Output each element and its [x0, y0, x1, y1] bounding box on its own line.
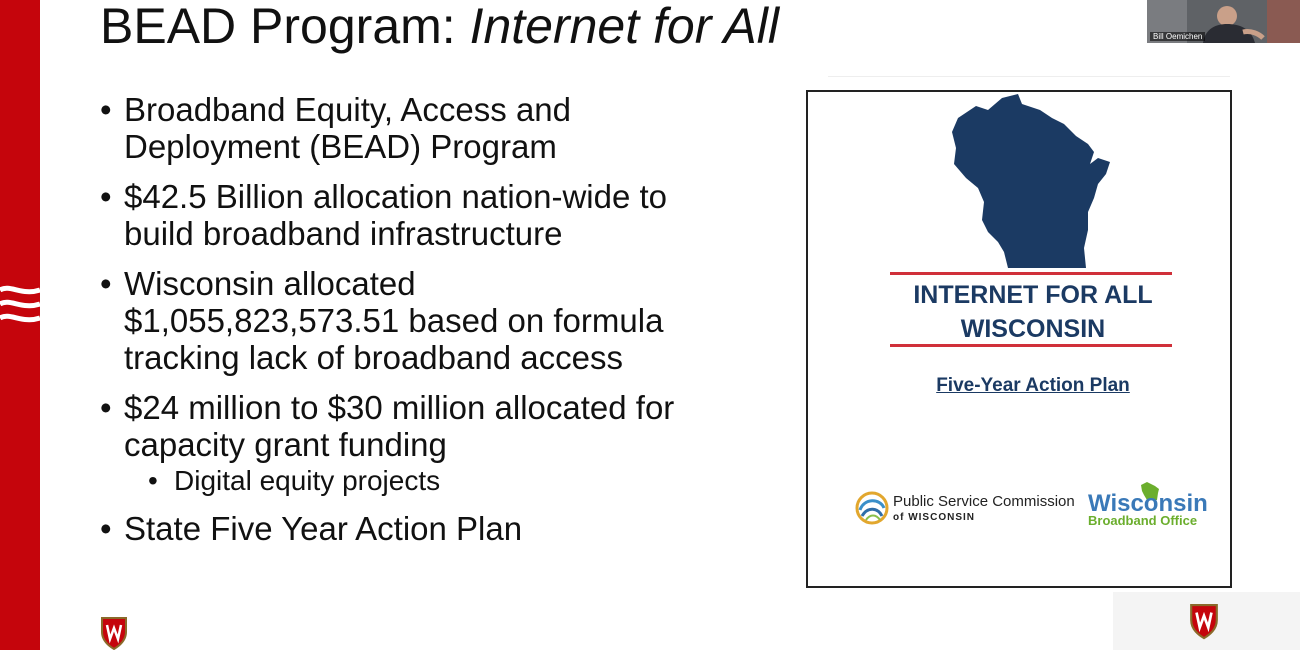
- five-year-plan-link: Five-Year Action Plan: [936, 375, 1130, 396]
- bullet-wisconsin-allocation: [100, 265, 790, 376]
- slide-title: BEAD Program: Internet for All: [100, 0, 779, 54]
- bullet-line: • $42.5 Billion allocation nation-wide to: [124, 178, 668, 215]
- bullet-line: • $24 million to $30 million allocated for: [124, 389, 675, 426]
- cover-title-line1: INTERNET FOR ALL: [913, 281, 1153, 309]
- title-rule-top: [890, 272, 1172, 275]
- title-rule-bottom: [890, 344, 1172, 347]
- divider-line: [828, 76, 1230, 77]
- sub-bullet-digital-equity: • Digital equity projects: [148, 465, 790, 497]
- bullet-action-plan: [100, 510, 790, 547]
- psc-swirl-logo: [854, 490, 890, 526]
- participant-name: Bill Oemichen: [1150, 32, 1205, 41]
- bullet-national-allocation: [100, 178, 790, 252]
- bullet-line: $1,055,823,573.51 based on formula: [124, 302, 664, 339]
- wbo-subtitle: Broadband Office: [1088, 513, 1198, 528]
- bullet-capacity-grant: [100, 389, 790, 497]
- sub-bullet-list: [124, 465, 790, 497]
- wisconsin-map-icon: [948, 92, 1118, 272]
- bullet-bead-program: [100, 91, 790, 165]
- bullet-list: [100, 91, 790, 560]
- psc-subtitle: of WISCONSIN: [893, 512, 975, 523]
- bullet-line: • Wisconsin allocated: [124, 265, 416, 302]
- webcam-thumbnail[interactable]: [1147, 0, 1300, 43]
- bullet-line: • State Five Year Action Plan: [124, 510, 523, 547]
- cover-title-line2: WISCONSIN: [960, 315, 1106, 343]
- uw-crest-icon: [1188, 598, 1220, 642]
- bullet-line: tracking lack of broadband access: [124, 339, 623, 376]
- wave-stripes-icon: [0, 282, 40, 332]
- psc-name: Public Service Commission: [893, 493, 1075, 510]
- uw-crest-icon: [99, 614, 129, 650]
- bullet-line: Deployment (BEAD) Program: [124, 128, 557, 165]
- bullet-line: build broadband infrastructure: [124, 215, 563, 252]
- action-plan-cover: [806, 90, 1232, 588]
- wbo-title: Wisconsin: [1088, 490, 1208, 517]
- bullet-line: • Broadband Equity, Access and: [124, 91, 572, 128]
- bullet-line: capacity grant funding: [124, 426, 447, 463]
